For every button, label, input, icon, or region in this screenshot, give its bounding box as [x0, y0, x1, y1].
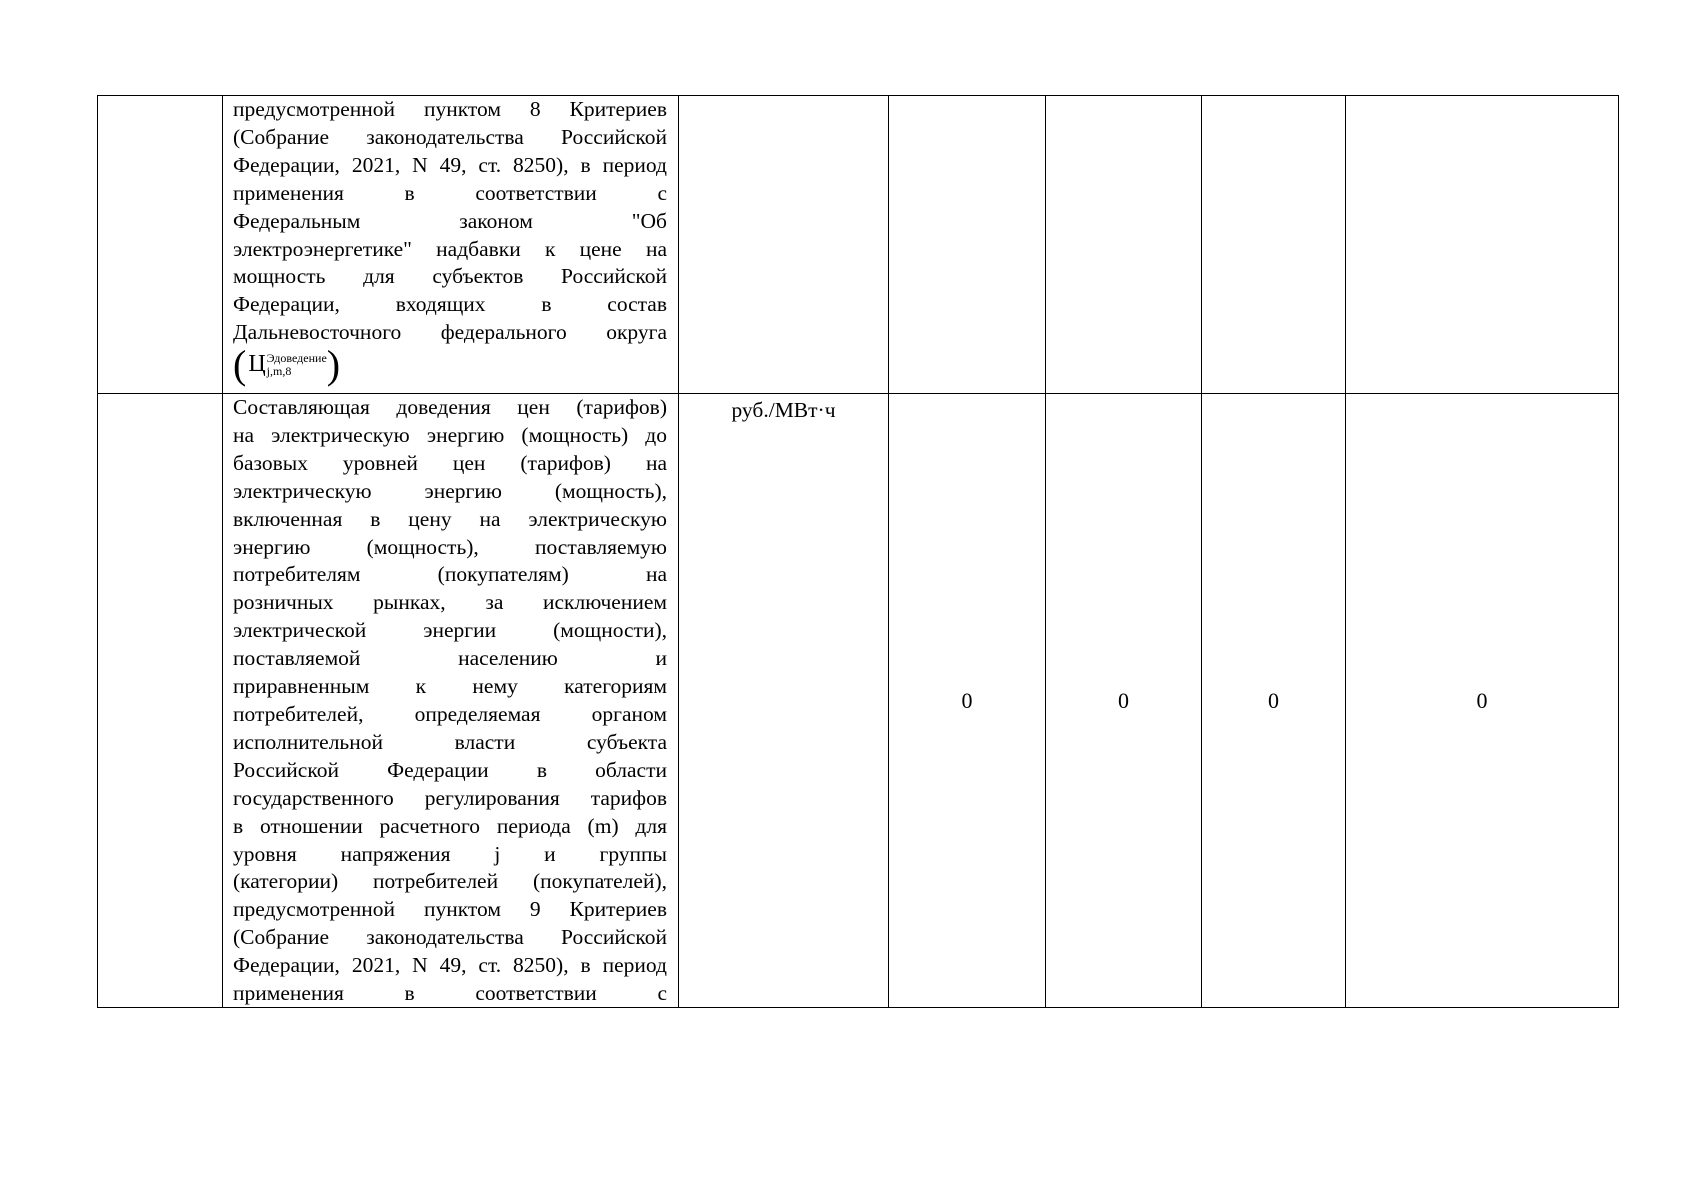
value-cell: [1202, 96, 1346, 394]
value-cell: 0: [889, 394, 1046, 1008]
value-cell: [889, 96, 1046, 394]
unit-cell: [679, 394, 889, 1008]
unit-cell: [679, 96, 889, 394]
formula-open-paren: (: [233, 342, 247, 388]
value-cell: 0: [1046, 394, 1202, 1008]
table-row: [98, 394, 1619, 1008]
tariff-table: [97, 95, 1619, 1008]
value-cell: 0: [1202, 394, 1346, 1008]
value-cell: [1046, 96, 1202, 394]
unit-label: руб./МВт·ч: [731, 398, 836, 422]
row-number-cell: [98, 394, 223, 1008]
formula-close-paren: ): [326, 342, 341, 388]
formula-symbol: Ц: [248, 351, 266, 378]
formula-subscript: j,m,8: [266, 364, 292, 379]
value-cell: 0: [1346, 394, 1619, 1008]
formula: [233, 342, 667, 388]
description-cell: [223, 96, 679, 394]
description-text: Составляющая доведения цен (тарифов) на электрическую энергию (мощность) до базовых уровней цен (тарифов) на электрическую энергию (мощность), включенная в цену на электрическую энергию (мощность), поставляемую потребителям (покупателям) на розничных рынках, за исключением электрической энергии (мощности), поставляемой населению и приравненным к нему категориям потребителей, определяемая органом исполнительной власти субъекта Российской Федерации в области государственного регулирования тарифов в отношении расчетного периода (m) для уровня напряжения j и группы (категории) потребителей (покупателей), предусмотренной пунктом 9 Критериев (Собрание законодательства Российской Федерации, 2021, N 49, ст. 8250), в период применения в соответствии с: [233, 395, 667, 1006]
description-cell: [223, 394, 679, 1008]
description-text: предусмотренной пунктом 8 Критериев (Собрание законодательства Российской Федерации, 2021, N 49, ст. 8250), в период применения в соответствии с Федеральным законом "Об электроэнергетике" надбавки к цене на мощность для субъектов Российской Федерации, входящих в состав Дальневосточного федерального округа ( Ц Эдоведение j,m,8 ): [233, 97, 667, 388]
table-row: [98, 96, 1619, 394]
row-number-cell: [98, 96, 223, 394]
value-cell: [1346, 96, 1619, 394]
formula-superscript: Эдоведение: [266, 351, 327, 366]
formula-indices: [267, 352, 327, 378]
